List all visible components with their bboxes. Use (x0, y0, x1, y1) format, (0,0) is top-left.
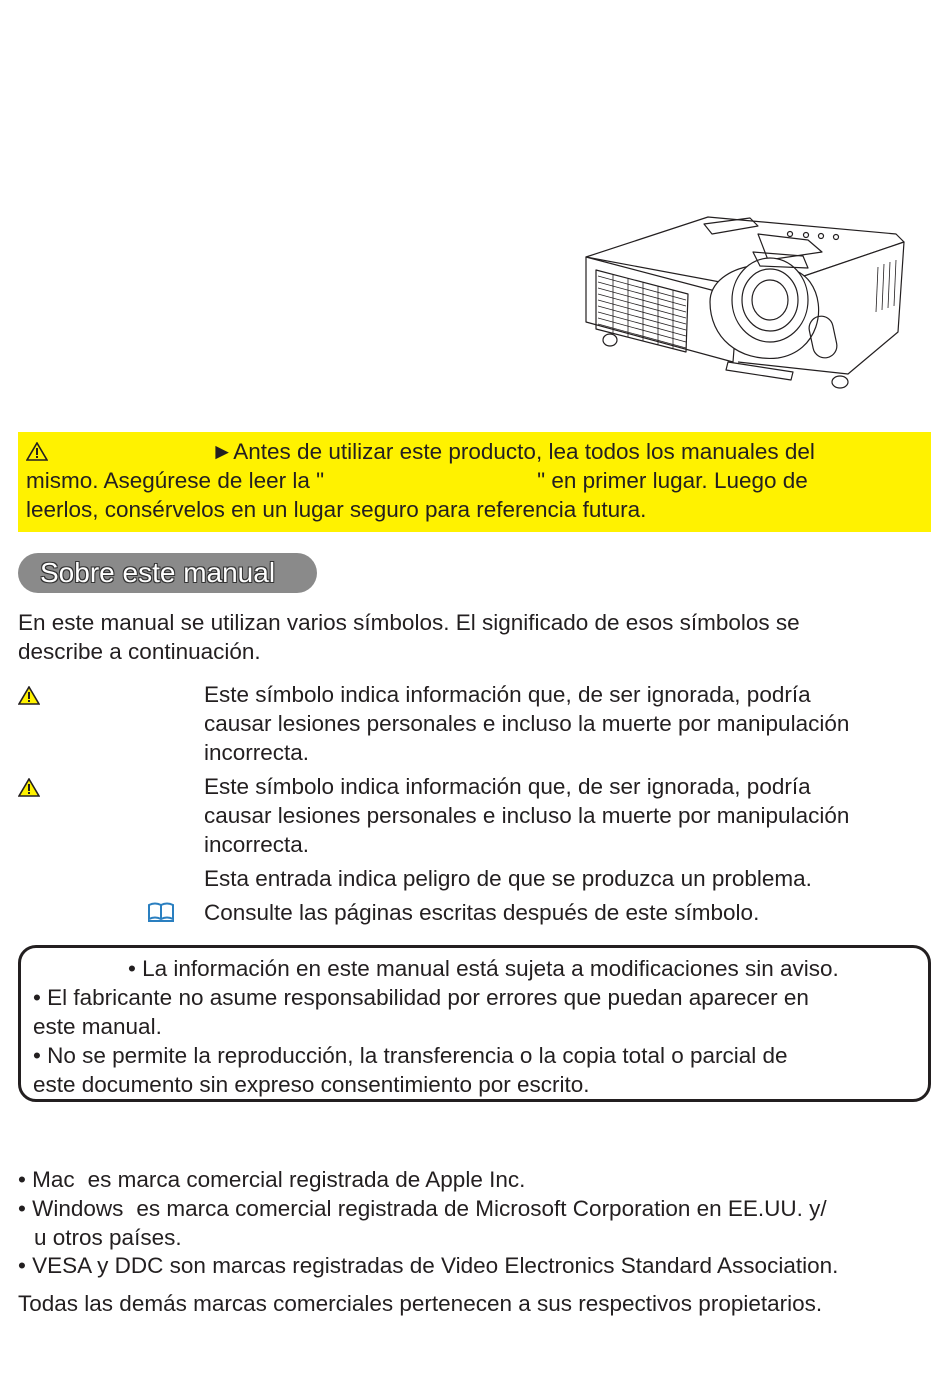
symbol-description-line: incorrecta. (204, 740, 310, 765)
trademark-name: • Mac (18, 1167, 75, 1192)
notice-line (33, 954, 928, 983)
symbol-row-notice (18, 864, 933, 893)
intro-line-1: En este manual se utilizan varios símbolos. El significado de esos símbolos se (18, 610, 800, 635)
projector-illustration (578, 212, 908, 397)
symbol-description-line: causar lesiones personales e incluso la muerte por manipulación (204, 711, 850, 736)
notice-box (18, 945, 931, 1102)
warning-text-b: " en primer lugar. Luego de (537, 468, 808, 493)
section-title: Sobre este manual (40, 557, 276, 588)
symbol-row-caution (18, 772, 933, 859)
symbol-description-line: Este símbolo indica información que, de ser ignorada, podría (204, 682, 811, 707)
trademark-mac (18, 1165, 938, 1194)
symbol-description-line: Consulte las páginas escritas después de este símbolo. (204, 900, 760, 925)
warning-text: ►Antes de utilizar este producto, lea todos los manuales del (211, 439, 815, 464)
warning-banner-line-3: leerlos, consérvelos en un lugar seguro para referencia futura. (26, 497, 647, 522)
symbol-description-line: causar lesiones personales e incluso la muerte por manipulación (204, 803, 850, 828)
trademark-text: es marca comercial registrada de Microsoft Corporation en EE.UU. y/ (136, 1196, 827, 1221)
warning-icon (18, 686, 40, 705)
intro-line-2: describe a continuación. (18, 639, 261, 664)
warning-banner (18, 432, 931, 532)
trademark-windows (18, 1194, 938, 1223)
section-header (18, 553, 317, 593)
symbol-description (204, 772, 932, 859)
intro-paragraph (18, 608, 933, 666)
warning-banner-line-2 (26, 466, 923, 495)
notice-line: este manual. (33, 1014, 162, 1039)
trademark-windows-cont: u otros países. (34, 1225, 182, 1250)
warning-banner-line-1 (26, 437, 923, 466)
symbol-row-reference (18, 898, 933, 927)
symbol-description (204, 680, 932, 767)
symbol-row-warning (18, 680, 933, 767)
notice-line: • No se permite la reproducción, la transferencia o la copia total o parcial de (33, 1043, 788, 1068)
symbol-description (204, 864, 932, 893)
warning-icon (26, 442, 48, 461)
trademark-name: • Windows (18, 1196, 124, 1221)
notice-line: este documento sin expreso consentimiento por escrito. (33, 1072, 590, 1097)
symbol-description (204, 898, 932, 927)
symbol-description-line: incorrecta. (204, 832, 310, 857)
warning-icon (18, 778, 40, 797)
book-icon (147, 902, 175, 922)
notice-line: • El fabricante no asume responsabilidad por errores que puedan aparecer en (33, 985, 809, 1010)
trademark-final-statement: Todas las demás marcas comerciales pertenecen a sus respectivos propietarios. (18, 1291, 823, 1316)
symbol-description-line: Esta entrada indica peligro de que se produzca un problema. (204, 866, 812, 891)
warning-text-a: mismo. Asegúrese de leer la " (26, 468, 325, 493)
trademark-vesa: • VESA y DDC son marcas registradas de Video Electronics Standard Association. (18, 1253, 839, 1278)
symbol-description-line: Este símbolo indica información que, de ser ignorada, podría (204, 774, 811, 799)
trademark-text: es marca comercial registrada de Apple Inc. (87, 1167, 526, 1192)
notice-line-text: • La información en este manual está sujeta a modificaciones sin aviso. (128, 956, 839, 981)
